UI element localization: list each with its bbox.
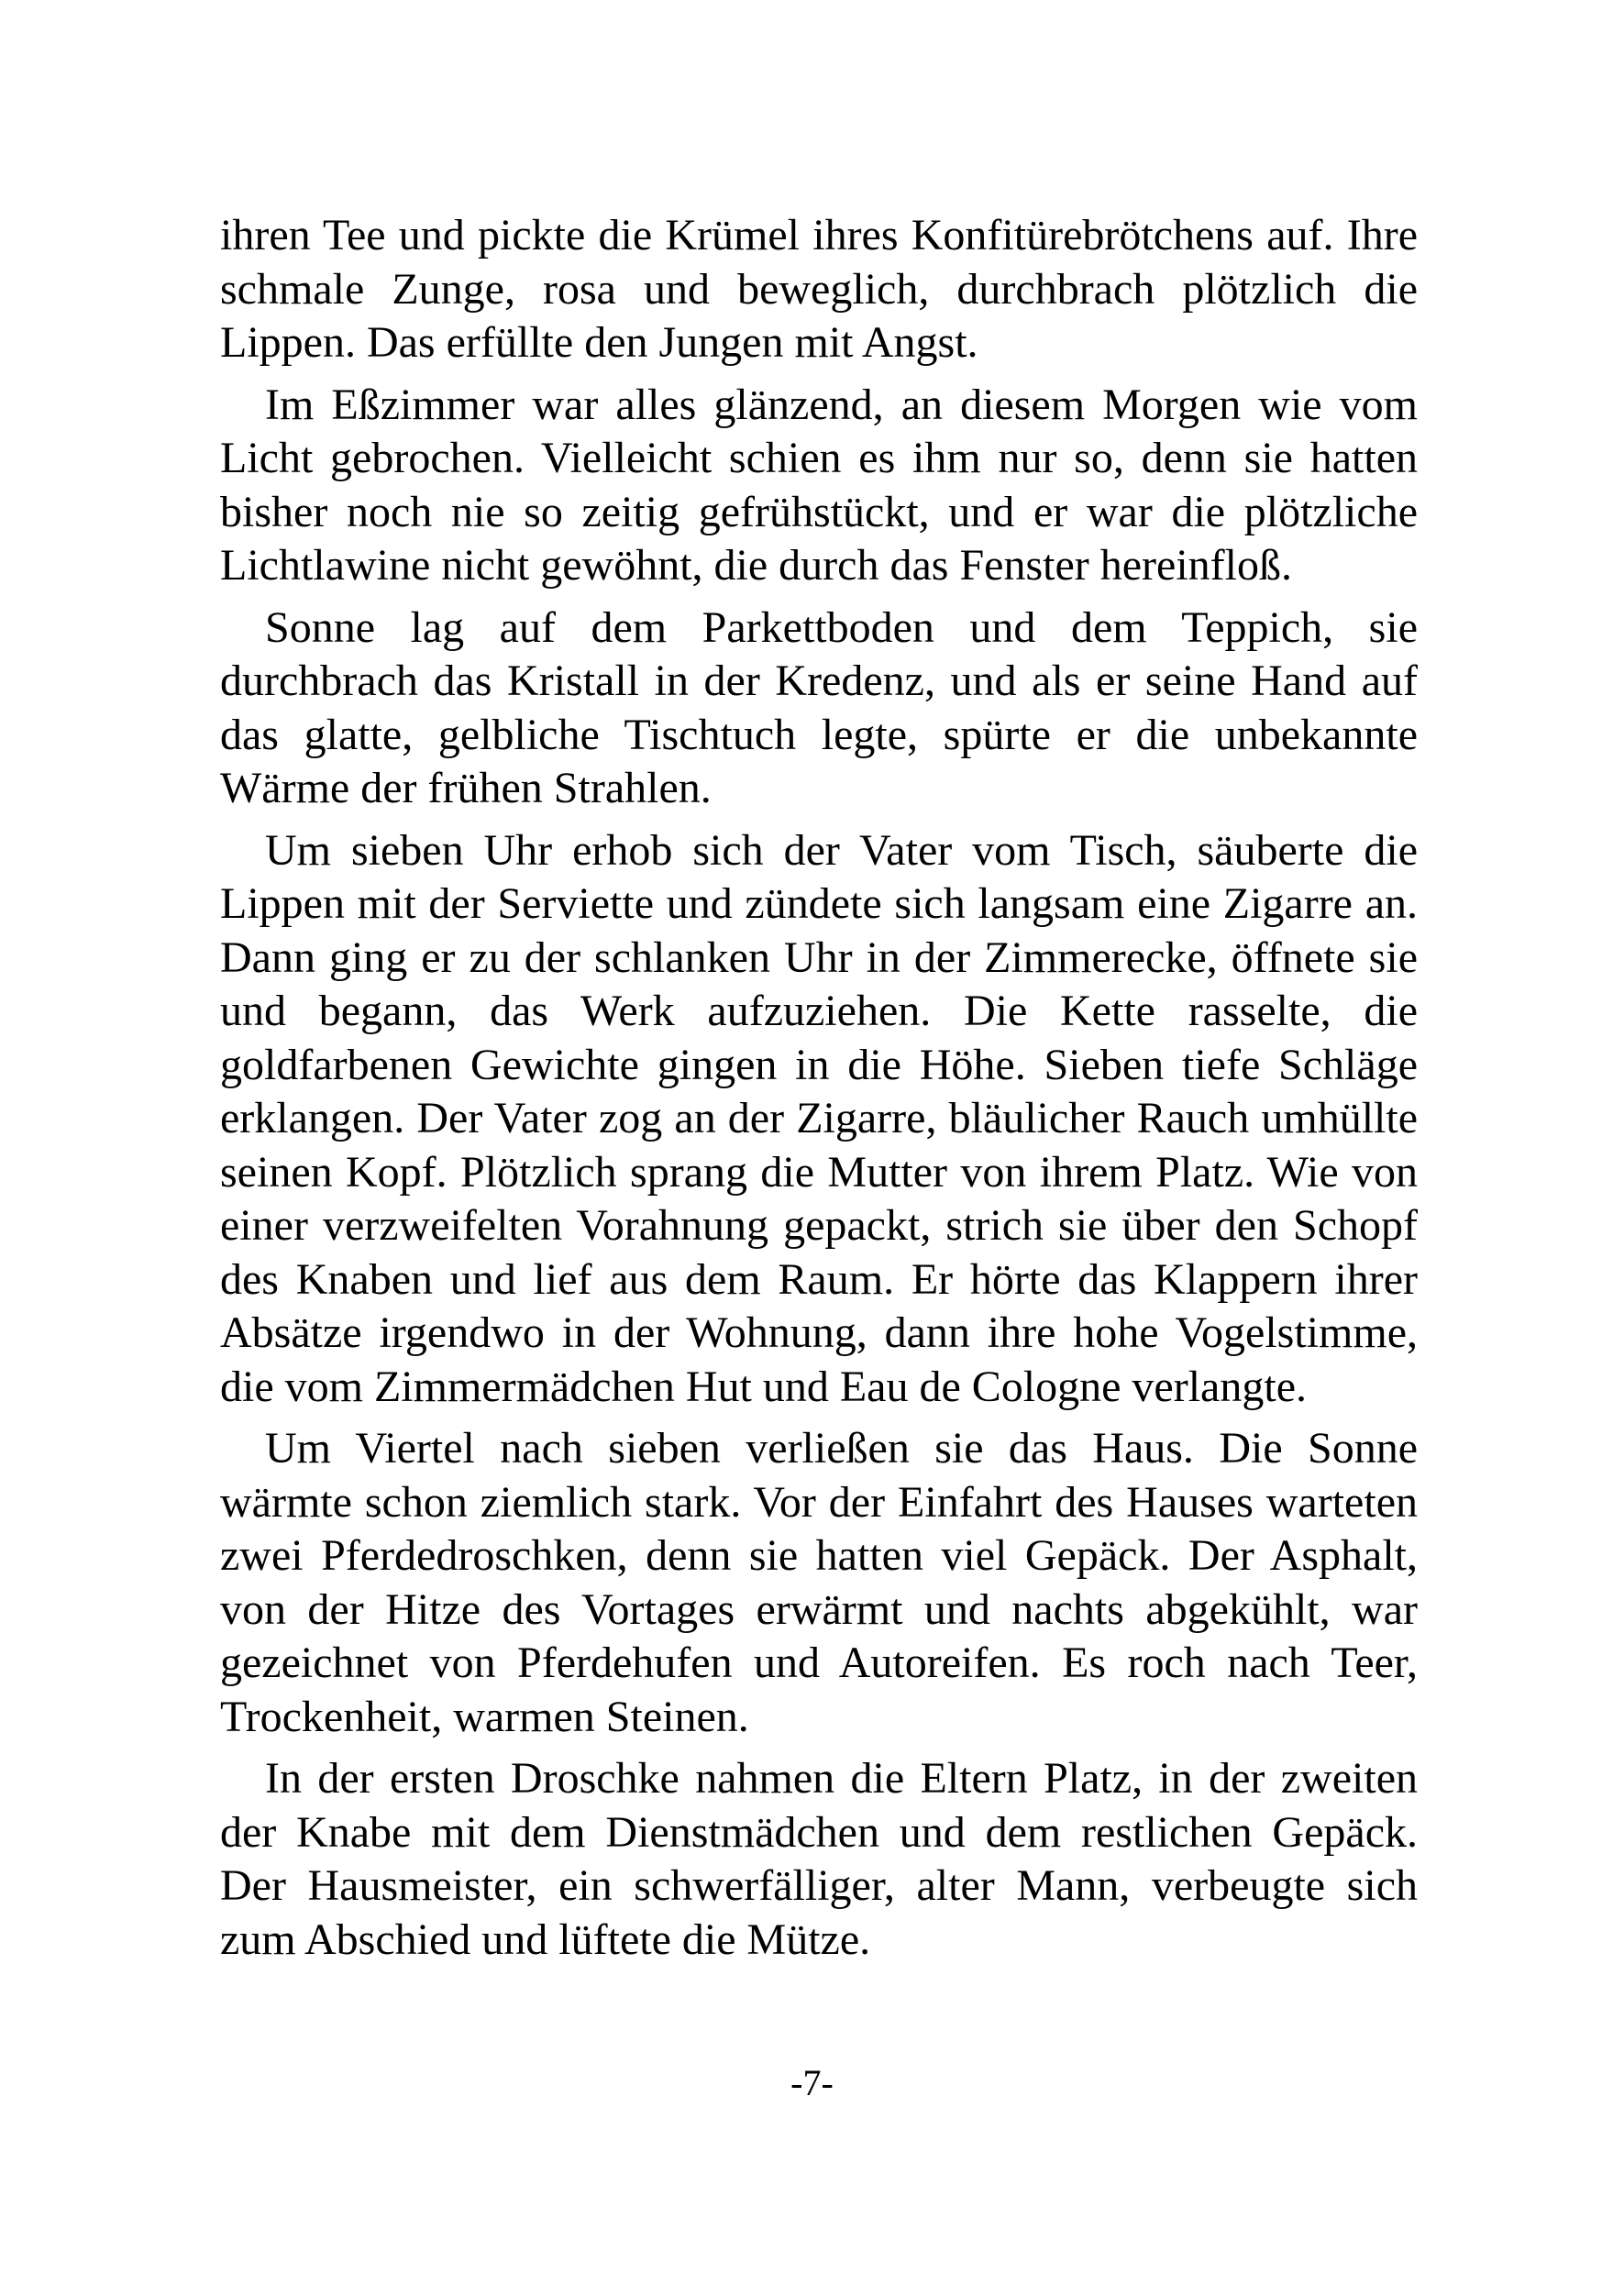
page-body — [220, 209, 1418, 1975]
paragraph: Um sieben Uhr erhob sich der Vater vom Tisch, säuberte die Lippen mit der Serviette und zündete sich langsam eine Zigarre an. Dann ging er zu der schlanken Uhr in der Zimmerecke, öffnete sie und begann, das Werk aufzuziehen. Die Kette rasselte, die goldfarbenen Gewichte gingen in die Höhe. Sieben tiefe Schläge erklangen. Der Vater zog an der Zigarre, bläulicher Rauch umhüllte seinen Kopf. Plötzlich sprang die Mutter von ihrem Platz. Wie von einer verzweifelten Vorahnung gepackt, strich sie über den Schopf des Knaben und lief aus dem Raum. Er hörte das Klappern ihrer Absätze irgendwo in der Wohnung, dann ihre hohe Vogelstimme, die vom Zimmermädchen Hut und Eau de Cologne verlangte. — [220, 825, 1418, 1411]
paragraph: Sonne lag auf dem Parkettboden und dem Teppich, sie durchbrach das Kristall in der Kredenz, und als er seine Hand auf das glatte, gelbliche Tischtuch legte, spürte er die unbekannte Wärme der frühen Strahlen. — [220, 602, 1418, 812]
page-number: -7- — [790, 2062, 834, 2103]
paragraph: In der ersten Droschke nahmen die Eltern Platz, in der zweiten der Knabe mit dem Dienstmädchen und dem restlichen Gepäck. Der Hausmeister, ein schwerfälliger, alter Mann, verbeugte sich zum Abschied und lüftete die Mütze. — [220, 1754, 1418, 1964]
paragraph: Im Eßzimmer war alles glänzend, an diesem Morgen wie vom Licht gebrochen. Vielleicht schien es ihm nur so, denn sie hatten bisher noch nie so zeitig gefrühstückt, und er war die plötzliche Lichtlawine nicht gewöhnt, die durch das Fenster hereinfloß. — [220, 380, 1418, 590]
paragraph: ihren Tee und pickte die Krümel ihres Konfitürebrötchens auf. Ihre schmale Zunge, rosa und beweglich, durchbrach plötzlich die Lippen. Das erfüllte den Jungen mit Angst. — [220, 211, 1418, 367]
paragraph: Um Viertel nach sieben verließen sie das Haus. Die Sonne wärmte schon ziemlich stark. Vor der Einfahrt des Hauses warteten zwei Pferdedroschken, denn sie hatten viel Gepäck. Der Asphalt, von der Hitze des Vortages erwärmt und nachts abgekühlt, war gezeichnet von Pferdehufen und Autoreifen. Es roch nach Teer, Trockenheit, warmen Steinen. — [220, 1424, 1418, 1741]
